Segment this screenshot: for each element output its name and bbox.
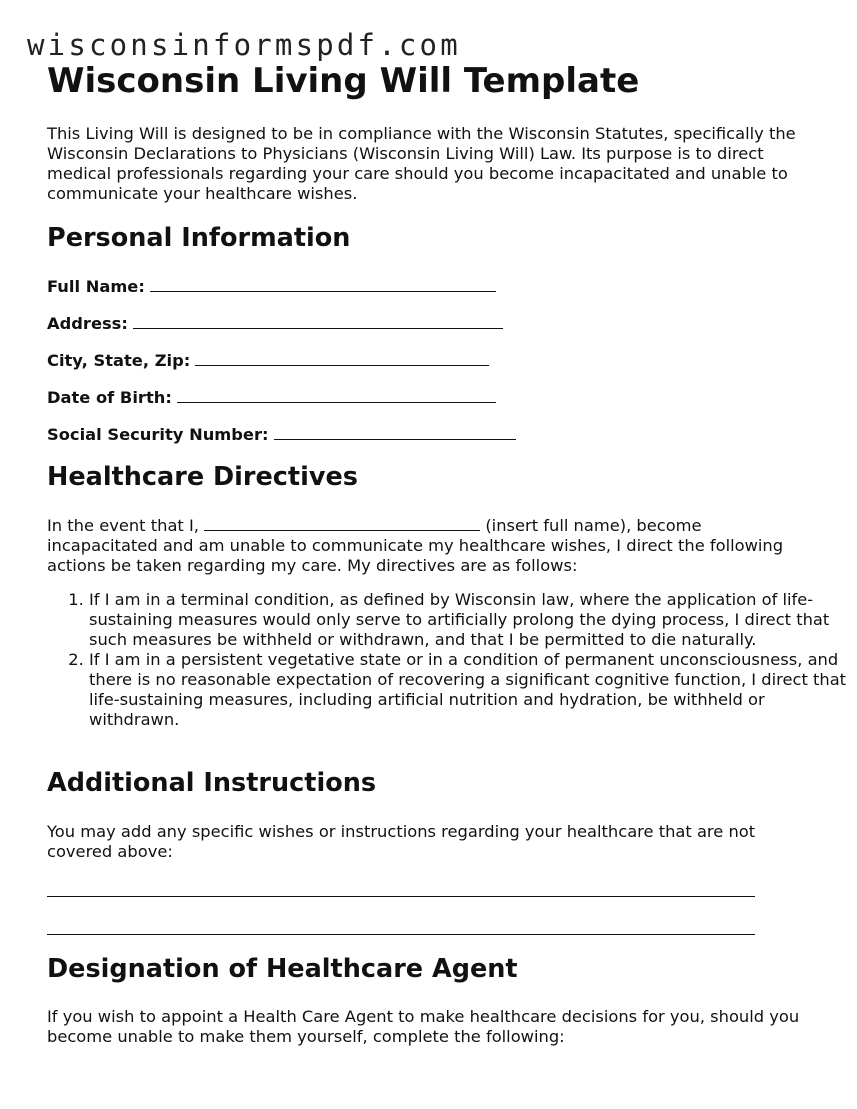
ssn-blank[interactable] bbox=[274, 424, 516, 440]
city-state-zip-blank[interactable] bbox=[195, 350, 489, 366]
address-field[interactable] bbox=[47, 313, 503, 334]
personal-information-heading: Personal Information bbox=[47, 223, 351, 253]
lead-before-text: In the event that I, bbox=[47, 516, 199, 535]
date-of-birth-field[interactable] bbox=[47, 387, 496, 408]
full-name-field[interactable] bbox=[47, 276, 496, 297]
healthcare-agent-text: If you wish to appoint a Health Care Agent to make healthcare decisions for you, should you become unable to make them yourself, complete the following: bbox=[47, 1007, 800, 1046]
date-of-birth-blank[interactable] bbox=[177, 387, 496, 403]
ssn-field[interactable] bbox=[47, 424, 516, 445]
directives-list bbox=[47, 590, 849, 730]
additional-instructions-text: You may add any specific wishes or instructions regarding your healthcare that are not covered above: bbox=[47, 822, 756, 861]
additional-instructions-line-2[interactable] bbox=[47, 934, 755, 935]
full-name-blank[interactable] bbox=[150, 276, 496, 292]
city-state-zip-field[interactable] bbox=[47, 350, 489, 371]
lead-after-text: (insert full name), become incapacitated and am unable to communicate my healthcare wishes, I direct the following actions be taken regarding my care. My directives are as follows: bbox=[47, 516, 784, 575]
directive-item: 2. If I am in a persistent vegetative state or in a condition of permanent unconsciousness, and there is no reasonable expectation of recovering a significant cognitive function, I direct that life-sustaining measures, including artificial nutrition and hydration, be withheld or withdrawn. bbox=[89, 650, 849, 730]
address-label: Address: bbox=[47, 314, 128, 333]
date-of-birth-label: Date of Birth: bbox=[47, 388, 172, 407]
additional-instructions-heading: Additional Instructions bbox=[47, 768, 377, 798]
site-watermark: wisconsinformspdf.com bbox=[27, 28, 461, 62]
city-state-zip-label: City, State, Zip: bbox=[47, 351, 191, 370]
declarant-name-blank[interactable] bbox=[204, 515, 480, 531]
healthcare-directives-heading: Healthcare Directives bbox=[47, 462, 358, 492]
document-title: Wisconsin Living Will Template bbox=[47, 61, 640, 101]
full-name-label: Full Name: bbox=[47, 277, 145, 296]
intro-paragraph: This Living Will is designed to be in compliance with the Wisconsin Statutes, specifically the Wisconsin Declarations to Physicians (Wisconsin Living Will) Law. Its purpose is to direct medical professionals regarding your care should you become incapacitated and unable to communicate your healthcare wishes. bbox=[47, 124, 796, 203]
directives-lead-paragraph bbox=[47, 515, 815, 576]
healthcare-agent-heading: Designation of Healthcare Agent bbox=[47, 954, 518, 984]
directive-item: 1. If I am in a terminal condition, as defined by Wisconsin law, where the application of life-sustaining measures would only serve to artificially prolong the dying process, I direct that such measures be withheld or withdrawn, and that I be permitted to die naturally. bbox=[89, 590, 849, 650]
ssn-label: Social Security Number: bbox=[47, 425, 269, 444]
address-blank[interactable] bbox=[133, 313, 503, 329]
additional-instructions-line-1[interactable] bbox=[47, 896, 755, 897]
